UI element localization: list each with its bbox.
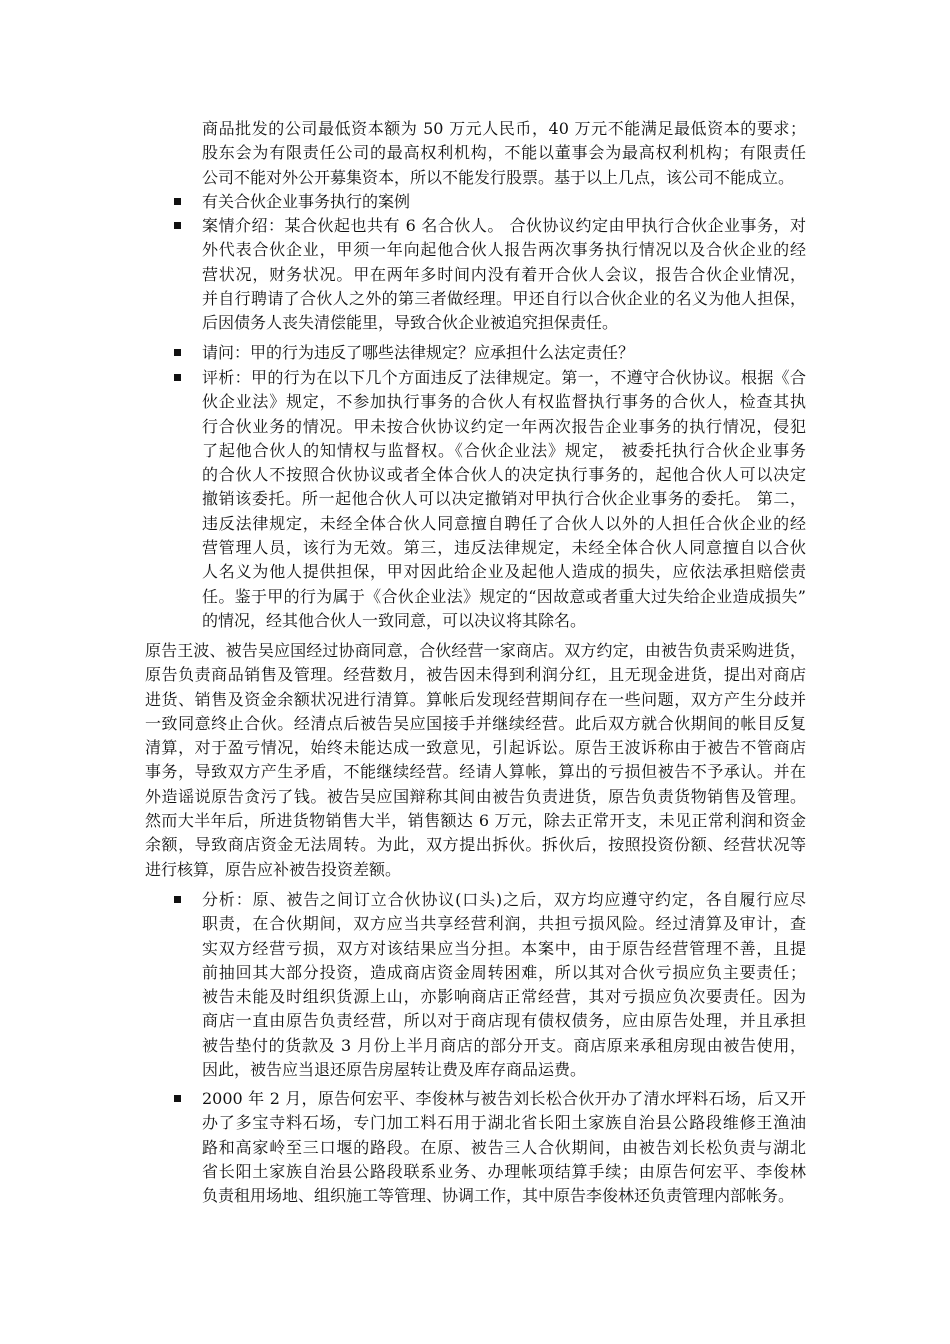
- bullet-item: [202, 366, 806, 633]
- text-line: 任。鉴于甲的行为属于《合伙企业法》规定的“因故意或者重大过失给企业造成损失”: [202, 586, 806, 606]
- text-line: 案情介绍：某合伙起也共有 6 名合伙人。 合伙协议约定由甲执行合伙企业事务，对: [202, 216, 806, 235]
- bullet-item: [202, 190, 806, 214]
- bullet-square-icon: [174, 896, 181, 903]
- text-line: 伙企业法》规定，不参加执行事务的合伙人有权监督执行事务的合伙人，检查其执: [202, 392, 806, 412]
- text-line: 省长阳土家族自治县公路段联系业务、办理帐项结算手续；由原告何宏平、李俊林: [202, 1161, 806, 1181]
- text-line: 股东会为有限责任公司的最高权利机构，不能以董事会为最高权利机构；有限责任: [202, 143, 806, 163]
- bullet-square-icon: [174, 1095, 181, 1102]
- text-line: 营管理人员，该行为无效。第三，违反法律规定，未经全体合伙人同意擅自以合伙: [202, 538, 806, 558]
- text-line: 一致同意终止合伙。经清点后被告吴应国接手并继续经营。此后双方就合伙期间的帐目反复: [145, 713, 806, 733]
- text-line: 然而大半年后，所进货物销售大半，销售额达 6 万元，除去正常开支，未见正常利润和资金: [145, 811, 806, 831]
- text-line: 外造谣说原告贪污了钱。被告吴应国辩称其间由被告负责进货，原告负责货物销售及管理。: [145, 786, 806, 806]
- text-line: 人名义为他人提供担保，甲对因此给企业及起他人造成的损失，应依法承担赔偿责: [202, 562, 806, 582]
- text-line: 事务，导致双方产生矛盾，不能继续经营。经请人算帐，算出的亏损但被告不予承认。并在: [145, 762, 806, 782]
- text-line: 实双方经营亏损，双方对该结果应当分担。本案中，由于原告经营管理不善，且提: [202, 938, 806, 958]
- text-line: 办了多宝寺料石场，专门加工料石用于湖北省长阳土家族自治县公路段维修王渔油: [202, 1113, 806, 1133]
- text-line: 了起他合伙人的知情权与监督权。《合伙企业法》规定， 被委托执行合伙企业事务: [202, 440, 806, 460]
- bullet-square-icon: [174, 349, 181, 356]
- text-line: 路和高家岭至三口堰的路段。在原、被告三人合伙期间，由被告刘长松负责与湖北: [202, 1137, 806, 1157]
- bullet-square-icon: [174, 198, 181, 205]
- text-line: 清算，对于盈亏情况，始终未能达成一致意见，引起诉讼。原告王波诉称由于被告不管商店: [145, 738, 806, 758]
- bullet-item: [202, 214, 806, 335]
- text-line: 前抽回其大部分投资，造成商店资金周转困难，所以其对合伙亏损应负主要责任；: [202, 962, 806, 982]
- text-line: 的合伙人不按照合伙协议或者全体合伙人的决定执行事务的，起他合伙人可以决定: [202, 465, 806, 485]
- bullet-item: [202, 1087, 806, 1208]
- text-line: 的情况，经其他合伙人一致同意，可以决议将其除名。: [202, 610, 587, 630]
- text-line: 被告未能及时组织货源上山，亦影响商店正常经营，其对亏损应负次要责任。因为: [202, 987, 806, 1007]
- bullet-item: [202, 341, 806, 365]
- text-line: 并自行聘请了合伙人之外的第三者做经理。甲还自行以合伙企业的名义为他人担保，: [202, 288, 806, 308]
- bullet-square-icon: [174, 222, 181, 229]
- paragraph: [145, 639, 806, 882]
- text-line: 营状况，财务状况。甲在两年多时间内没有着开合伙人会议，报告合伙企业情况，: [202, 264, 806, 284]
- text-line: 请问：甲的行为违反了哪些法律规定？应承担什么法定责任？: [202, 343, 635, 362]
- text-line: 负责租用场地、组织施工等管理、协调工作，其中原告李俊林还负责管理内部帐务。: [202, 1186, 795, 1206]
- text-line: 行合伙业务的情况。甲未按合伙协议约定一年两次报告企业事务的执行情况，侵犯: [202, 416, 806, 436]
- text-line: 商店一直由原告负责经营，所以对于商店现有债权债务，应由原告处理，并且承担: [202, 1011, 806, 1031]
- text-line: 评析：甲的行为在以下几个方面违反了法律规定。第一，不遵守合伙协议。根据《合: [202, 368, 806, 387]
- text-line: 因此，被告应当退还原告房屋转让费及库存商品运费。: [202, 1060, 587, 1080]
- text-line: 2000 年 2 月，原告何宏平、李俊林与被告刘长松合伙开办了清水坪料石场，后又开: [202, 1089, 806, 1108]
- text-line: 商品批发的公司最低资本额为 50 万元人民币，40 万元不能满足最低资本的要求；: [202, 119, 806, 138]
- text-line: 被告垫付的货款及 3 月份上半月商店的部分开支。商店原来承租房现由被告使用，: [202, 1035, 806, 1055]
- text-line: 后因债务人丧失清偿能里，导致合伙企业被追究担保责任。: [202, 313, 619, 333]
- text-line: 余额，导致商店资金无法周转。为此，双方提出拆伙。拆伙后，按照投资份额、经营状况等: [145, 835, 806, 855]
- paragraph: [202, 117, 806, 190]
- text-line: 原告负责商品销售及管理。经营数月，被告因未得到利润分红，且无现金进货，提出对商店: [145, 665, 806, 685]
- text-line: 原告王波、被告吴应国经过协商同意，合伙经营一家商店。双方约定，由被告负责采购进货，: [145, 641, 806, 660]
- text-line: 有关合伙企业事务执行的案例: [202, 192, 411, 211]
- text-line: 外代表合伙企业，甲须一年向起他合伙人报告两次事务执行情况以及合伙企业的经: [202, 240, 806, 260]
- bullet-item: [202, 888, 806, 1082]
- text-line: 撤销该委托。所一起他合伙人可以决定撤销对甲执行合伙企业事务的委托。 第二，: [202, 489, 806, 509]
- text-line: 公司不能对外公开募集资本，所以不能发行股票。基于以上几点，该公司不能成立。: [202, 167, 795, 187]
- bullet-square-icon: [174, 374, 181, 381]
- text-line: 分析：原、被告之间订立合伙协议(口头)之后，双方均应遵守约定，各自履行应尽: [202, 890, 806, 909]
- text-line: 进行核算，原告应补被告投资差额。: [145, 859, 402, 879]
- text-line: 违反法律规定，未经全体合伙人同意擅自聘任了合伙人以外的人担任合伙企业的经: [202, 513, 806, 533]
- text-line: 职责，在合伙期间，双方应当共享经营利润，共担亏损风险。经过清算及审计，查: [202, 914, 806, 934]
- text-line: 进货、销售及资金余额状况进行清算。算帐后发现经营期间存在一些问题，双方产生分歧并: [145, 689, 806, 709]
